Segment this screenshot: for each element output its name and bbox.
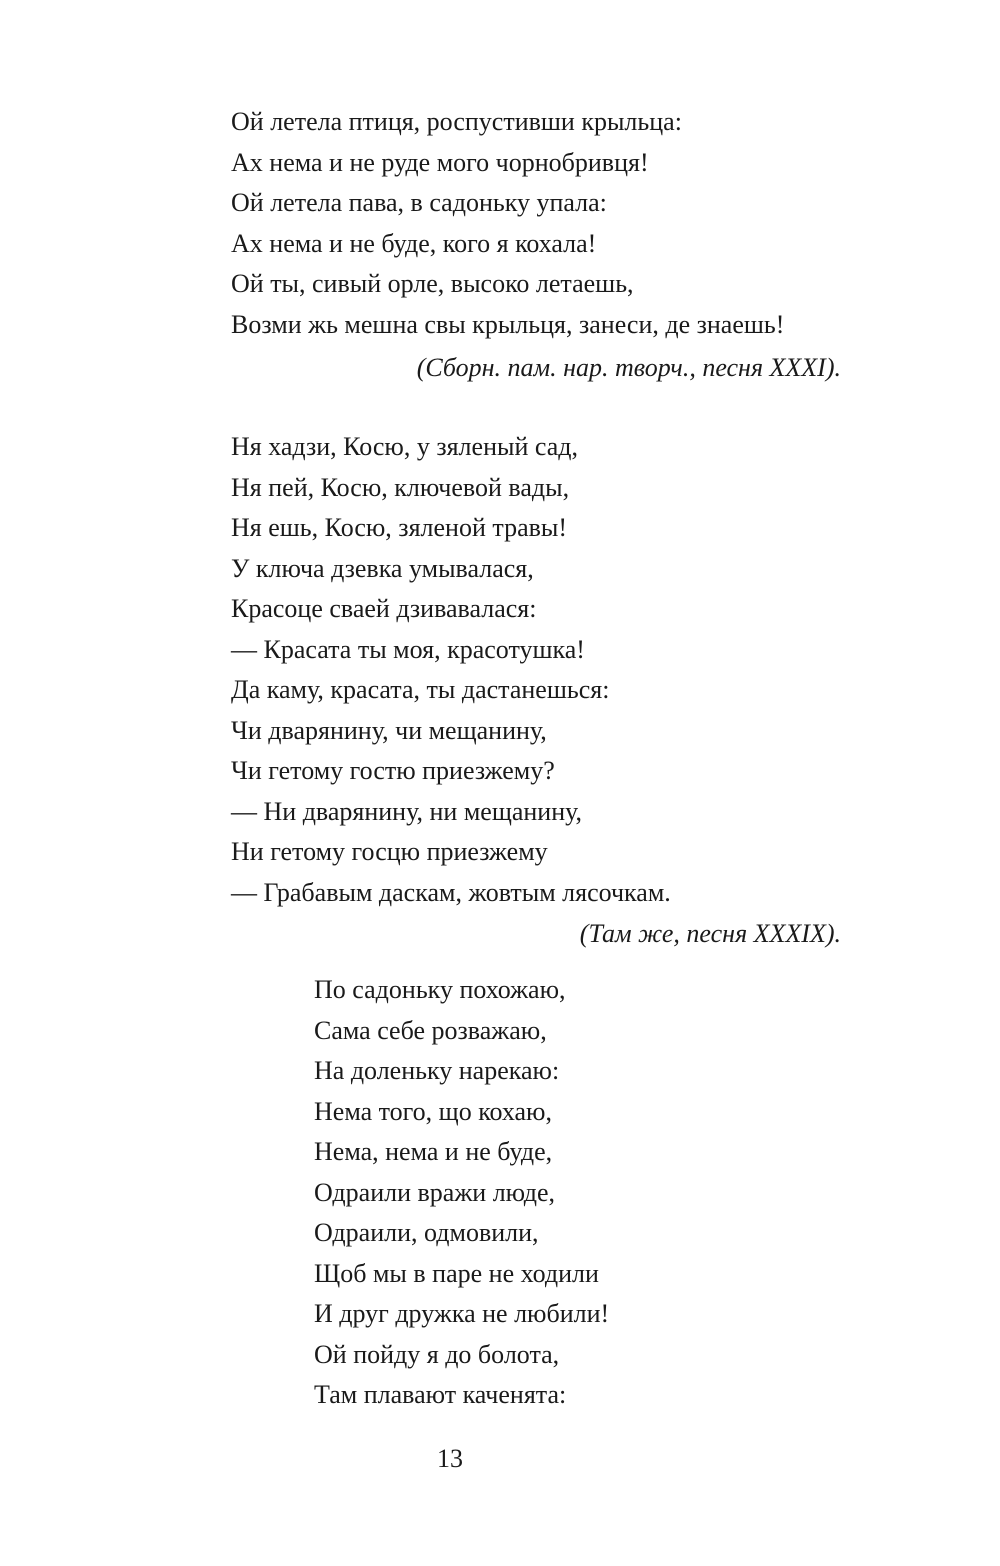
verse-line: По садоньку похожаю, <box>314 975 566 1004</box>
verse-line: Ой летела птиця, роспустивши крыльца: <box>231 107 682 136</box>
verse-line: Ня пей, Косю, ключевой вады, <box>231 472 570 502</box>
verse-line: И друг дружка не любили! <box>314 1299 610 1328</box>
verse-line: — Красата ты моя, красотушка! <box>231 634 585 664</box>
verse-line: Ой пойду я до болота, <box>314 1339 560 1369</box>
verse-stanza-3 <box>314 970 609 1416</box>
source-citation-2: (Там же, песня XXXIX). <box>579 919 841 948</box>
verse-line: Одраили, одмовили, <box>314 1218 539 1247</box>
source-citation-1: (Сборн. пам. нар. творч., песня XXXI). <box>416 353 841 382</box>
verse-line: Нема того, що кохаю, <box>314 1096 552 1126</box>
verse-line: Ах нема и не руде мого чорнобривця! <box>231 147 649 177</box>
verse-line: — Грабавым даскам, жовтым лясочкам. <box>231 877 671 907</box>
page-number: 13 <box>437 1444 463 1473</box>
verse-line: Там плавают каченята: <box>314 1380 567 1409</box>
verse-line: Чи гетому гостю приезжему? <box>231 756 555 785</box>
verse-line: Ня ешь, Косю, зяленой травы! <box>231 513 568 542</box>
verse-line: Ня хадзи, Косю, у зяленый сад, <box>231 432 578 461</box>
verse-stanza-1 <box>231 102 784 345</box>
verse-line: Чи дварянину, чи мещанину, <box>231 715 547 745</box>
verse-line: — Ни дварянину, ни мещанину, <box>231 796 583 826</box>
verse-line: Ни гетому госцю приезжему <box>231 837 548 866</box>
verse-stanza-2 <box>231 427 671 913</box>
verse-line: Да каму, красата, ты дастанешься: <box>231 675 610 704</box>
verse-line: На доленьку нарекаю: <box>314 1056 560 1085</box>
verse-line: Сама себе розважаю, <box>314 1015 547 1045</box>
verse-line: Ах нема и не буде, кого я кохала! <box>231 228 597 258</box>
verse-line: Щоб мы в паре не ходили <box>314 1258 599 1288</box>
verse-line: Одраили вражи люде, <box>314 1177 556 1207</box>
verse-line: Ой летела пава, в садоньку упала: <box>231 188 607 217</box>
verse-line: Нема, нема и не буде, <box>314 1137 553 1166</box>
verse-line: Возми жь мешна свы крыльця, занеси, де знаешь! <box>231 309 785 339</box>
verse-line: Ой ты, сивый орле, высоко летаешь, <box>231 269 634 298</box>
verse-line: Красоце сваей дзивавалася: <box>231 594 537 623</box>
verse-line: У ключа дзевка умывалася, <box>231 553 534 583</box>
